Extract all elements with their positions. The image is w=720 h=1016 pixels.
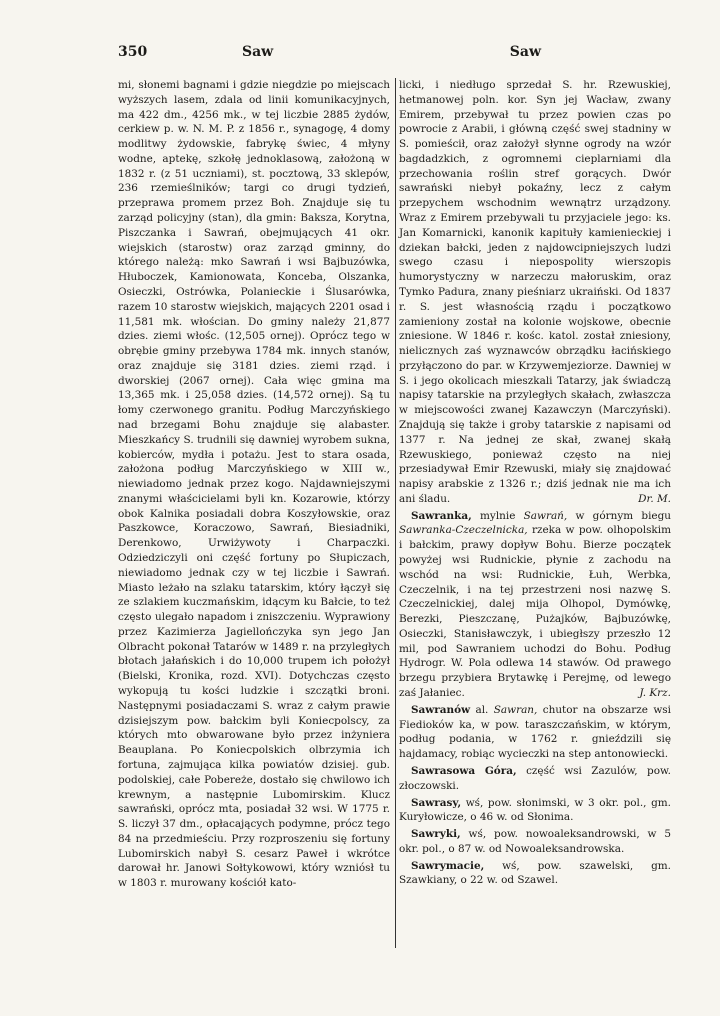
dictionary-entry: Sawranów al. Sawran, chutor na obszarze wsi Fiedioków ka, w pow. taraszczańskim, w którym, podług podania, w 1762 r. gnieździli się hajdamacy, robiąc wycieczki na step antonowiecki. xyxy=(399,703,671,761)
running-headword-right: Saw xyxy=(509,44,541,60)
dictionary-entry xyxy=(399,764,671,794)
running-headword-left: Saw xyxy=(242,44,274,60)
entry-continuation-text: licki, i niedługo sprzedał S. hr. Rzewuskiej, hetmanowej poln. kor. Syn jej Wacław, zwany Emirem, przebywał tu przez powien czas po powrocie z Arabii, i główną część swej stadniny w S. pomieścił, oraz założył słynne ogrody na wzór bagdadzkich, z ogromnemi cieplarniami dla przechowania roślin stref gorących. Dwór sawrański niebył pokaźny, lecz z całym przepychem wschodnim wewnątrz urządzony. Wraz z Emirem przebywali tu przyjaciele jego: ks. Jan Komarnicki, kanonik kapituły kamienieckiej i dziekan bałcki, jeden z najdowcipniejszych ludzi swego czasu i niepospolity wierszopis humorystyczny w narzeczu małoruskim, oraz Tymko Padura, znany pieśniarz ukraiński. Od 1837 r. S. jest własnością rządu i początkowo zamieniony został na kolonie wojskowe, obecnie zniesione. W 1846 r. kośc. katol. został zniesiony, nielicznych zaś wyznawców obrządku łacińskiego przyłączono do par. w Krzywemjeziorze. Dawniej w S. i jego okolicach mieszkali Tatarzy, jak świadczą napisy tatarskie na przyległych skałach, zwłaszcza w miejscowości zwanej Kazawczyn (Marczyński). Znajdują się także i groby tatarskie z napisami od 1377 r. Na jednej ze skał, zwanej skałą Rzewuskiego, ponieważ często na niej przesiadywał Emir Rzewuski, miały się znajdować napisy arabskie z 1326 r.; dziś jednak nie ma ich ani śladu. Dr. M. xyxy=(399,79,671,505)
entry-text: część wsi Zazulów, pow. złoczowski. xyxy=(399,764,671,792)
left-column xyxy=(118,78,390,891)
entry-headword: Sawranów xyxy=(411,703,471,716)
entry-text: wś, pow. nowoaleksandrowski, w 5 okr. pol., o 87 w. od Nowoaleksandrowska. xyxy=(399,828,671,855)
author-signature: J. Krz. xyxy=(639,687,671,700)
author-signature: Dr. M. xyxy=(638,492,671,505)
dictionary-entry xyxy=(399,859,671,889)
entry-text: chutor na obszarze wsi Fiedioków ka, w pow. taraszczańskim, w którym, podług podania, w 1762 r. gnieździli się hajdamacy, robiąc wycieczki na step antonowiecki. xyxy=(399,703,671,761)
dictionary-entry xyxy=(399,796,671,826)
dictionary-entry: Sawranka, mylnie Sawrań, w górnym biegu Sawranka-Czeczelnicka, rzeka w pow. olhopolskim i bałckim, prawy dopływ Bohu. Bierze początek powyżej wsi Rudnickie, płynie z zachodu na wschód na wsi: Rudnickie, Łuh, Werbka, Czeczelnik, i na tej przestrzeni nosi nazwę S. Czeczelnickiej, dalej mija Olhopol, Dymówkę, Berezki, Pieszczanę, Pużajków, Bajbuzówkę, Osieczki, Stanisławczyk, i ubiegłszy przeszło 12 mil, pod Sawraniem uchodzi do Bohu. Podług Hydrogr. W. Pola odlewa 14 stawów. Od prawego brzegu przybiera Brytawkę i Perejmę, od lewego zaś Jałaniec. J. Krz. xyxy=(399,509,671,700)
entry-text: wś, pow. słonimski, w 3 okr. pol., gm. Kuryłowicze, o 46 w. od Słonima. xyxy=(399,796,671,824)
entry-headword: Sawryki, xyxy=(411,828,461,841)
entry-text: rzeka w pow. olhopolskim i bałckim, prawy dopływ Bohu. Bierze początek powyżej wsi Rudnickie, płynie z zachodu na wschód na wsi: Rudnickie, Łuh, Werbka, Czeczelnik, i na tej przestrzeni nosi nazwę S. Czeczelnickiej, dalej mija Olhopol, Dymówkę, Berezki, Pieszczanę, Pużajków, Bajbuzówkę, Osieczki, Stanisławczyk, i ubiegłszy przeszło 12 mil, pod Sawraniem uchodzi do Bohu. Podług Hydrogr. W. Pola odlewa 14 stawów. Od prawego brzegu przybiera Brytawkę i Perejmę, od lewego zaś Jałaniec. xyxy=(399,524,671,700)
column-divider xyxy=(395,78,396,948)
dictionary-entry xyxy=(399,827,671,857)
page-number: 350 xyxy=(118,44,148,60)
entry-continuation-text: mi, słonemi bagnami i gdzie niegdzie po miejscach wyższych lasem, zdala od linii komunikacyjnych, ma 422 dm., 4256 mk., w tej liczbie 2885 żydów, cerkiew p. w. N. M. P. z 1856 r., synagogę, 4 domy modlitwy żydowskie, fabrykę świec, 4 młyny wodne, aptekę, szkołę jednoklasową, założoną w 1832 r. (z 51 uczniami), st. pocztową, 33 sklepów, 236 rzemieślników; targi co drugi tydzień, przeprawa promem przez Boh. Znajduje się tu zarząd policyjny (stan), dla gmin: Baksza, Korytna, Piszczanka i Sawrań, obejmujących 41 okr. wiejskich (starostw) oraz zarząd gminny, do którego należą: mko Sawrań i wsi Bajbuzówka, Hłuboczek, Kamionowata, Konceba, Olszanka, Osieczki, Ostrówka, Polanieckie i Ślusarówka, razem 10 starostw wiejskich, mających 2201 osad i 11,581 mk. włościan. Do gminy należy 21,877 dzies. ziemi włośc. (12,505 ornej). Oprócz tego w obrębie gminy przebywa 1784 mk. innych stanów, oraz znajduje się 3181 dzies. ziemi rząd. i dworskiej (2067 ornej). Cała więc gmina ma 13,365 mk. i 25,058 dzies. (14,572 ornej). Są tu łomy czerwonego granitu. Podług Marczyńskiego nad brzegami Bohu znajduje się alabaster. Mieszkańcy S. trudnili się dawniej wyrobem sukna, kobierców, mydła i potażu. Jest to stara osada, założona podług Marczyńskiego w XIII w., niewiadomo jednak przez kogo. Najdawniejszymi znanymi właścicielami byli kn. Kozarowie, którzy obok Kalnika posiadali dobra Koszyłowskie, oraz Paszkowce, Koraczowo, Sawrań, Biesiadniki, Derenkowo, Urwiżywoty i Charpaczki. Odziedziczyli oni część fortuny po Słupiczach, niewiadomo jednak czy w tej liczbie i Sawrań. Miasto leżało na szlaku tatarskim, który łączył się ze szlakiem kuczmańskim, idącym ku Bałcie, to też często ulegało napadom i zniszczeniu. Wyprawiony przez Kazimierza Jagiellończyka syn jego Jan Olbracht pokonał Tatarów w 1489 r. na przyległych błotach jałańskich i do 10,000 trupem ich położył (Bielski, Kronika, rozd. XVI). Dotychczas często wykopują tu kości ludzkie i szczątki broni. Następnymi posiadaczami S. wraz z całym prawie dzisiejszym pow. bałckim byli Koniecpolscy, za których mto obwarowane było przez inżyniera Beauplana. Po Koniecpolskich olbrzymia ich fortuna, zajmująca kilka powiatów dzisiej. gub. podolskiej, całe Pobereże, dostało się chwilowo ich krewnym, a następnie Lubomirskim. Klucz sawrański, oprócz mta, posiadał 32 wsi. W 1775 r. S. liczył 37 dm., opłacających podymne, prócz tego 84 na przedmieściu. Przy rozproszeniu się fortuny Lubomirskich nabył S. cesarz Paweł i wkrótce darował hr. Janowi Sołtykowowi, który wzniósł tu w 1803 r. murowany kościół kato- xyxy=(118,79,390,890)
page-header xyxy=(118,44,674,64)
right-column xyxy=(399,78,671,888)
entry-headword: Sawranka, xyxy=(411,509,472,522)
entry-headword: Sawrasy, xyxy=(411,796,462,809)
entry-text: wś, pow. szawelski, gm. Szawkiany, o 22 w. od Szawel. xyxy=(399,859,671,887)
entry-headword: Sawrymacie, xyxy=(411,859,485,872)
entry-headword: Sawrasowa Góra, xyxy=(411,764,517,777)
